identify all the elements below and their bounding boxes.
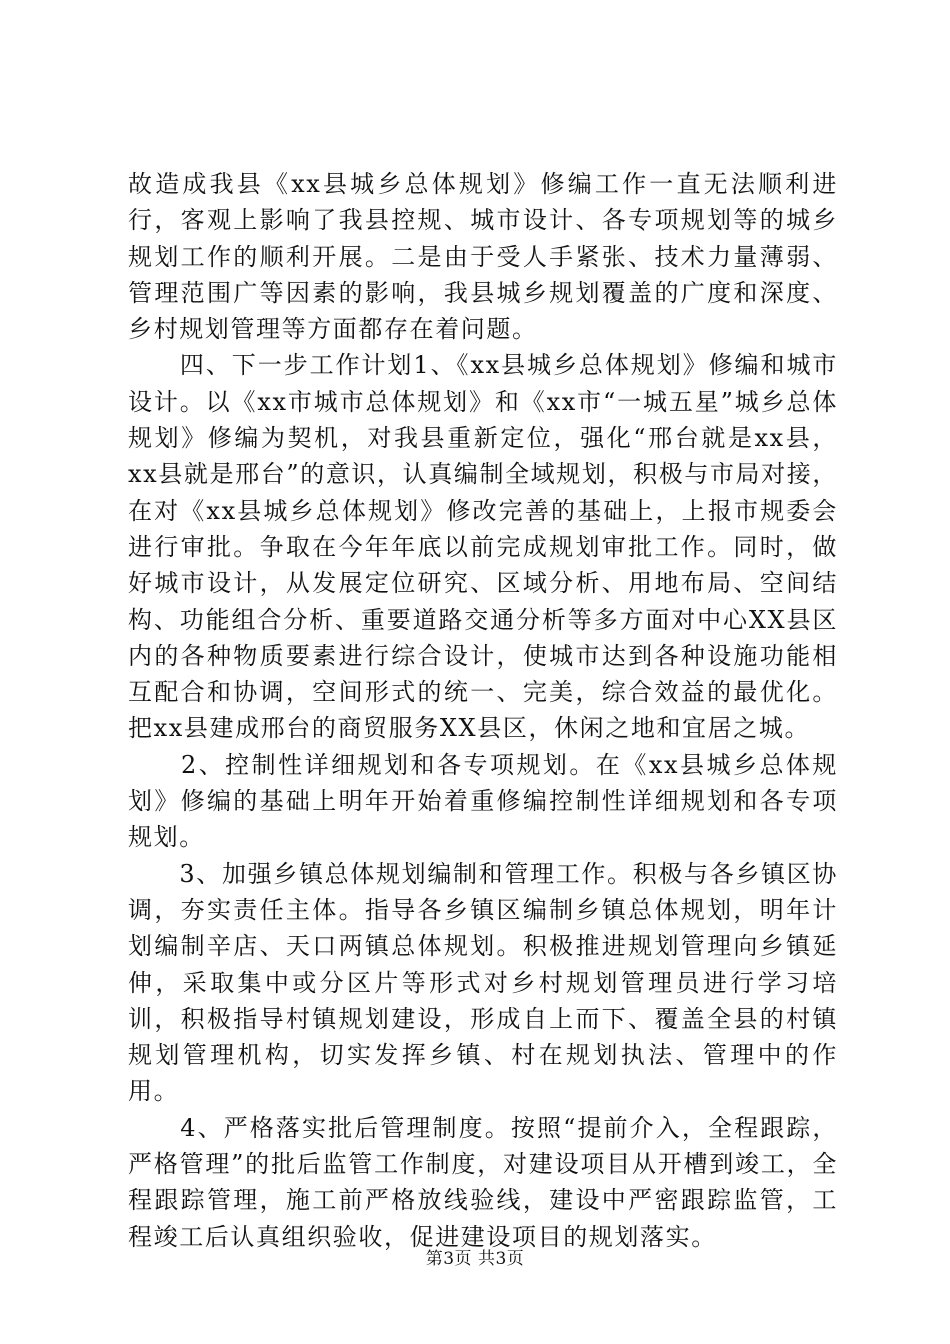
paragraph-continued: 故造成我县《xx县城乡总体规划》修编工作一直无法顺利进行，客观上影响了我县控规、城市设计、各专项规划等的城乡规划工作的顺利开展。二是由于受人手紧张、技术力量薄弱、管理范围广等因素的影响，我县城乡规划覆盖的广度和深度、乡村规划管理等方面都存在着问题。 <box>128 170 838 344</box>
paragraph-item-4: 4、严格落实批后管理制度。按照“提前介入，全程跟踪，严格管理”的批后监管工作制度，对建设项目从开槽到竣工，全程跟踪管理，施工前严格放线验线，建设中严密跟踪监管，工程竣工后认真组织验收，促进建设项目的规划落实。 <box>128 1113 838 1251</box>
paragraph-item-3: 3、加强乡镇总体规划编制和管理工作。积极与各乡镇区协调，夯实责任主体。指导各乡镇区编制乡镇总体规划，明年计划编制辛店、天口两镇总体规划。积极推进规划管理向乡镇延伸，采取集中或分区片等形式对乡村规划管理员进行学习培训，积极指导村镇规划建设，形成自上而下、覆盖全县的村镇规划管理机构，切实发挥乡镇、村在规划执法、管理中的作用。 <box>128 859 838 1106</box>
page-footer: 第3页 共3页 <box>425 1249 525 1269</box>
document-body <box>128 166 838 1255</box>
paragraph-next-steps: 四、下一步工作计划1、《xx县城乡总体规划》修编和城市设计。以《xx市城市总体规划》和《xx市“一城五星”城乡总体规划》修编为契机，对我县重新定位，强化“邢台就是xx县，xx县就是邢台”的意识，认真编制全域规划，积极与市局对接，在对《xx县城乡总体规划》修改完善的基础上，上报市规委会进行审批。争取在今年年底以前完成规划审批工作。同时，做好城市设计，从发展定位研究、区域分析、用地布局、空间结构、功能组合分析、重要道路交通分析等多方面对中心XX县区内的各种物质要素进行综合设计，使城市达到各种设施功能相互配合和协调，空间形式的统一、完美，综合效益的最优化。把xx县建成邢台的商贸服务XX县区，休闲之地和宜居之城。 <box>128 351 838 743</box>
paragraph-item-2: 2、控制性详细规划和各专项规划。在《xx县城乡总体规划》修编的基础上明年开始着重修编控制性详细规划和各专项规划。 <box>128 750 838 852</box>
